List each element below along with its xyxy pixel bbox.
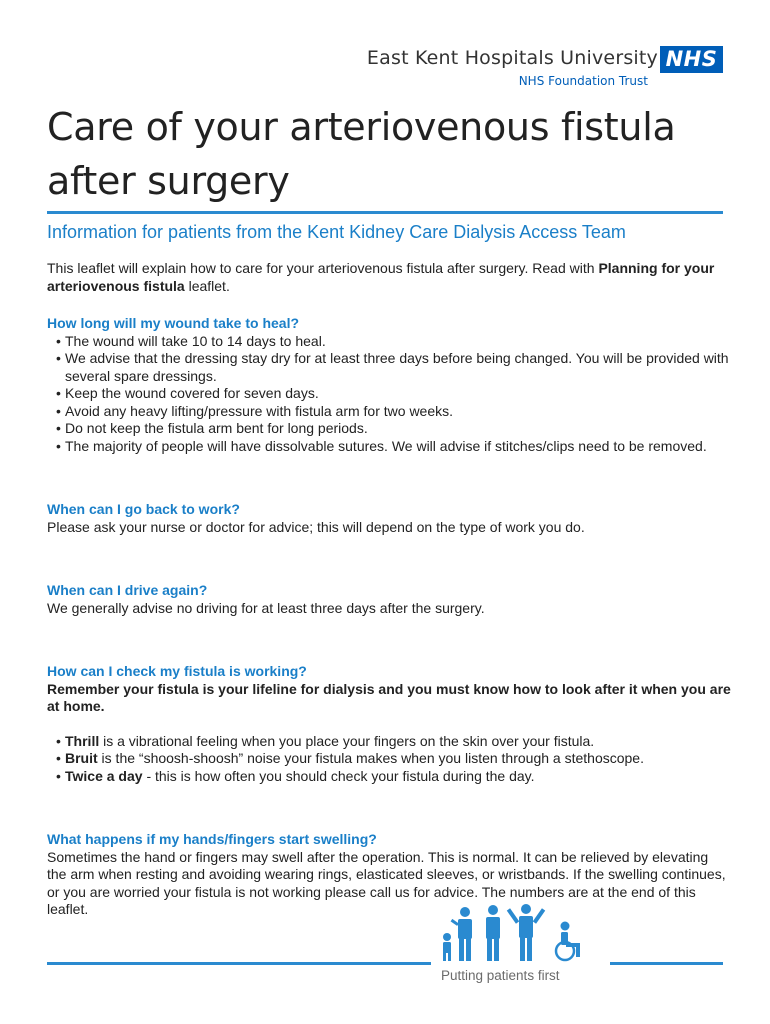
wound-list bbox=[47, 333, 731, 456]
term-thrill: Thrill bbox=[65, 732, 100, 749]
section-heading-wound: How long will my wound take to heal? bbox=[47, 315, 300, 331]
page-subtitle: Information for patients from the Kent Kidney Care Dialysis Access Team bbox=[47, 222, 626, 242]
page-title bbox=[47, 100, 737, 208]
work-text: Please ask your nurse or doctor for advice; this will depend on the type of work you do. bbox=[47, 518, 585, 535]
term-description: is the “shoosh-shoosh” noise your fistula makes when you listen through a stethoscope. bbox=[97, 750, 644, 766]
title-divider bbox=[47, 211, 723, 214]
list-item bbox=[56, 750, 731, 768]
term-description: is a vibrational feeling when you place your fingers on the skin over your fistula. bbox=[99, 732, 595, 749]
trust-name: East Kent Hospitals University bbox=[366, 47, 658, 69]
check-lifeline-text bbox=[47, 681, 731, 716]
section-heading-work: When can I go back to work? bbox=[47, 501, 240, 517]
intro-leaflet-name: Planning for your arteriovenous fistula bbox=[47, 260, 715, 294]
section-heading-drive: When can I drive again? bbox=[47, 582, 208, 598]
term-bruit: Bruit bbox=[65, 750, 98, 766]
lifeline-warning: Remember your fistula is your lifeline for dialysis and you must know how to look after it when you are at home. bbox=[47, 680, 731, 714]
people-figures-icon bbox=[438, 904, 594, 962]
list-item: • The majority of people will have dissolvable sutures. We will advise if stitches/clips need to be removed. bbox=[56, 438, 731, 456]
intro-text: This leaflet will explain how to care for your arteriovenous fistula after surgery. Read with bbox=[47, 260, 599, 276]
list-item bbox=[56, 733, 731, 751]
list-item: • The wound will take 10 to 14 days to heal. bbox=[56, 333, 731, 351]
list-item: • Do not keep the fistula arm bent for long periods. bbox=[56, 420, 731, 438]
term-description: - this is how often you should check your fistula during the day. bbox=[142, 767, 535, 784]
intro-text-end: leaflet. bbox=[184, 277, 230, 294]
list-item: • We advise that the dressing stay dry for at least three days before being changed. You will be provided with several spare dressings. bbox=[56, 350, 731, 385]
leaflet-body bbox=[47, 260, 731, 919]
footer-tagline: Putting patients first bbox=[441, 968, 560, 983]
section-heading-swelling: What happens if my hands/fingers start swelling? bbox=[47, 831, 377, 847]
footer-divider-left bbox=[47, 962, 431, 965]
intro-paragraph bbox=[47, 260, 731, 295]
nhs-logo: NHS bbox=[660, 46, 723, 73]
section-heading-check: How can I check my fistula is working? bbox=[47, 663, 307, 679]
trust-subtitle: NHS Foundation Trust bbox=[518, 74, 648, 88]
title-line-1: Care of your arteriovenous fistula bbox=[47, 105, 676, 149]
title-line-2: after surgery bbox=[47, 159, 290, 203]
footer-divider-right bbox=[610, 962, 723, 965]
swelling-text: Sometimes the hand or fingers may swell after the operation. This is normal. It can be relieved by elevating the arm when resting and avoiding wearing rings, elasticated sleeves, or wristbands. If the swelling continues, or you are worried your fistula is not working please call us for advice. The numbers are at the end of this leaflet. bbox=[47, 848, 726, 917]
drive-text: We generally advise no driving for at least three days after the surgery. bbox=[47, 599, 485, 616]
list-item bbox=[56, 768, 731, 786]
list-item: • Avoid any heavy lifting/pressure with fistula arm for two weeks. bbox=[56, 403, 731, 421]
list-item: • Keep the wound covered for seven days. bbox=[56, 385, 731, 403]
term-twice-a-day: Twice a day bbox=[65, 767, 143, 784]
check-list bbox=[47, 733, 731, 786]
